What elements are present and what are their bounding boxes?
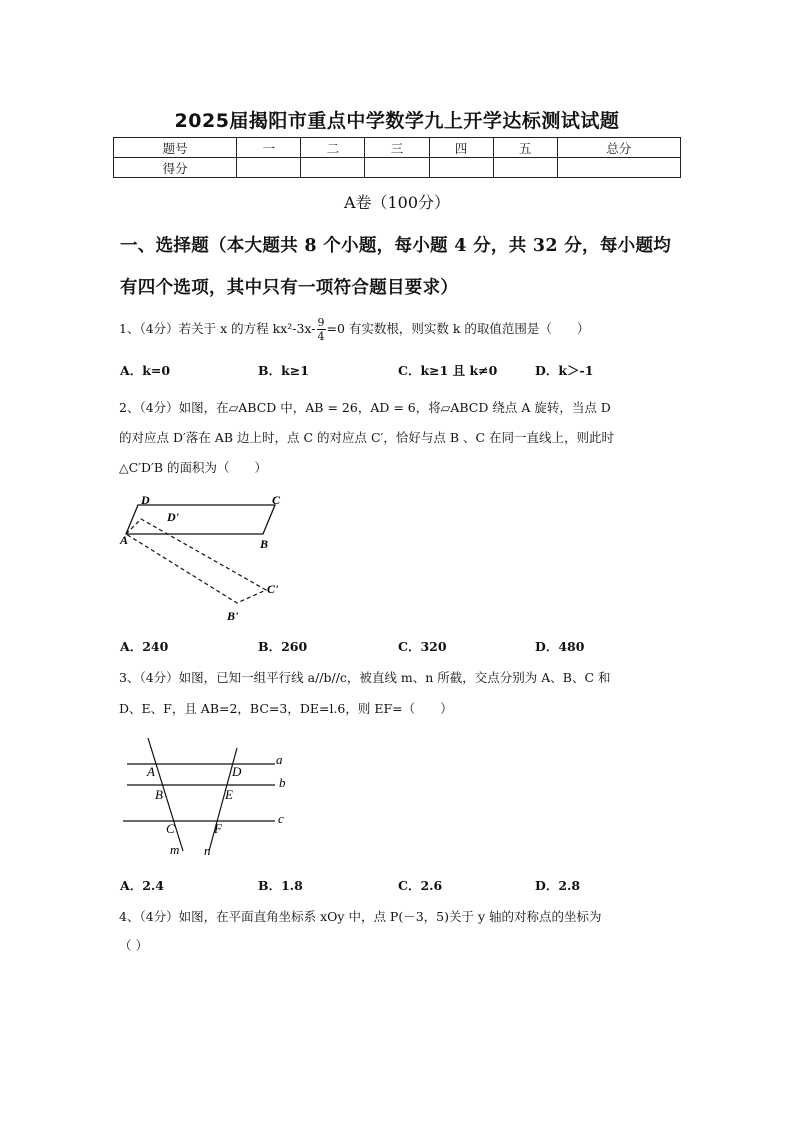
question-3-line1: 3、（4分）如图，已知一组平行线 a//b//c，被直线 m、n 所截，交点分别为 A、B、C 和 — [119, 670, 611, 685]
question-3-figure — [115, 733, 305, 863]
question-2-line2: 的对应点 D′落在 AB 边上时，点 C 的对应点 C′，恰好与点 B 、C 在同一直线上，则此时 — [119, 430, 615, 445]
part1-heading-line2: 有四个选项，其中只有一项符合题目要求） — [120, 278, 459, 298]
question-3-line2: D、E、F，且 AB=2，BC=3，DE=l.6，则 EF=（ ） — [119, 701, 453, 716]
score-header-cell: 二 — [301, 138, 365, 158]
figure-label-point-d: D — [232, 764, 242, 779]
figure-label-point-f: F — [214, 821, 222, 836]
figure-label-c-prime: C' — [267, 582, 279, 596]
score-cell — [237, 158, 301, 178]
question-1-option-d: D．k＞-1 — [535, 363, 594, 378]
fraction-numerator: 9 — [317, 316, 325, 329]
question-3-option-b: B．1.8 — [258, 878, 303, 893]
question-1-option-c: C．k≥1 且 k≠0 — [398, 363, 498, 378]
figure-label-n: n — [204, 843, 211, 858]
fraction — [317, 316, 326, 343]
figure-label-point-e: E — [225, 787, 233, 802]
question-1 — [119, 316, 589, 343]
score-table — [113, 137, 681, 178]
figure-label-c: c — [278, 811, 284, 826]
section-a-heading: A卷（100分） — [343, 193, 451, 212]
score-cell — [301, 158, 365, 178]
figure-label-c: C — [272, 493, 281, 507]
rotated-parallelogram — [126, 519, 269, 603]
question-2-option-b: B．260 — [258, 639, 308, 654]
part1-heading-line1: 一、选择题（本大题共 8 个小题，每小题 4 分，共 32 分，每小题均 — [120, 236, 672, 256]
question-1-prefix: 1、（4分）若关于 x 的方程 kx²-3x- — [119, 321, 316, 336]
score-header-cell: 一 — [237, 138, 301, 158]
question-1-option-a: A．k=0 — [120, 363, 171, 378]
score-header-cell: 总分 — [557, 138, 680, 158]
figure-label-b: B — [260, 537, 269, 551]
question-4-line1: 4、（4分）如图，在平面直角坐标系 xOy 中，点 P(－3，5)关于 y 轴的对称点的坐标为 — [119, 909, 602, 924]
score-cell — [429, 158, 493, 178]
question-1-suffix: =0 有实数根，则实数 k 的取值范围是（ ） — [326, 321, 590, 336]
score-table-score-row — [114, 158, 681, 178]
question-3-option-d: D．2.8 — [535, 878, 581, 893]
figure-label-a: A — [120, 533, 129, 547]
figure-label-b: b — [279, 775, 286, 790]
score-table-header-row — [114, 138, 681, 158]
figure-label-point-a: A — [147, 764, 155, 779]
question-2-option-d: D．480 — [535, 639, 585, 654]
figure-label-d: D — [141, 493, 150, 507]
question-3-option-a: A．2.4 — [120, 878, 164, 893]
score-cell — [493, 158, 557, 178]
question-2-figure — [110, 490, 310, 630]
page-title: 2025届揭阳市重点中学数学九上开学达标测试试题 — [174, 110, 620, 132]
score-header-cell: 四 — [429, 138, 493, 158]
score-header-cell: 题号 — [114, 138, 237, 158]
score-header-cell: 五 — [493, 138, 557, 158]
figure-label-b-prime: B' — [227, 609, 239, 623]
score-row-label: 得分 — [114, 158, 237, 178]
figure-label-a: a — [276, 752, 283, 767]
question-2-option-a: A．240 — [120, 639, 169, 654]
question-3-option-c: C．2.6 — [398, 878, 443, 893]
score-cell — [365, 158, 429, 178]
figure-label-point-b: B — [155, 787, 163, 802]
question-2-option-c: C．320 — [398, 639, 447, 654]
question-2-line3: △C′D′B 的面积为（ ） — [119, 460, 268, 475]
fraction-denominator: 4 — [317, 330, 325, 343]
figure-label-d-prime: D' — [167, 510, 179, 524]
score-header-cell: 三 — [365, 138, 429, 158]
score-cell — [557, 158, 680, 178]
question-1-option-b: B．k≥1 — [258, 363, 309, 378]
question-4-line2: （ ） — [119, 938, 148, 953]
question-2-line1: 2、（4分）如图，在▱ABCD 中，AB = 26，AD = 6，将▱ABCD 绕点 A 旋转，当点 D — [119, 400, 611, 415]
figure-label-point-c: C — [166, 821, 175, 836]
parallelogram-abcd — [126, 505, 275, 534]
figure-label-m: m — [170, 842, 180, 857]
